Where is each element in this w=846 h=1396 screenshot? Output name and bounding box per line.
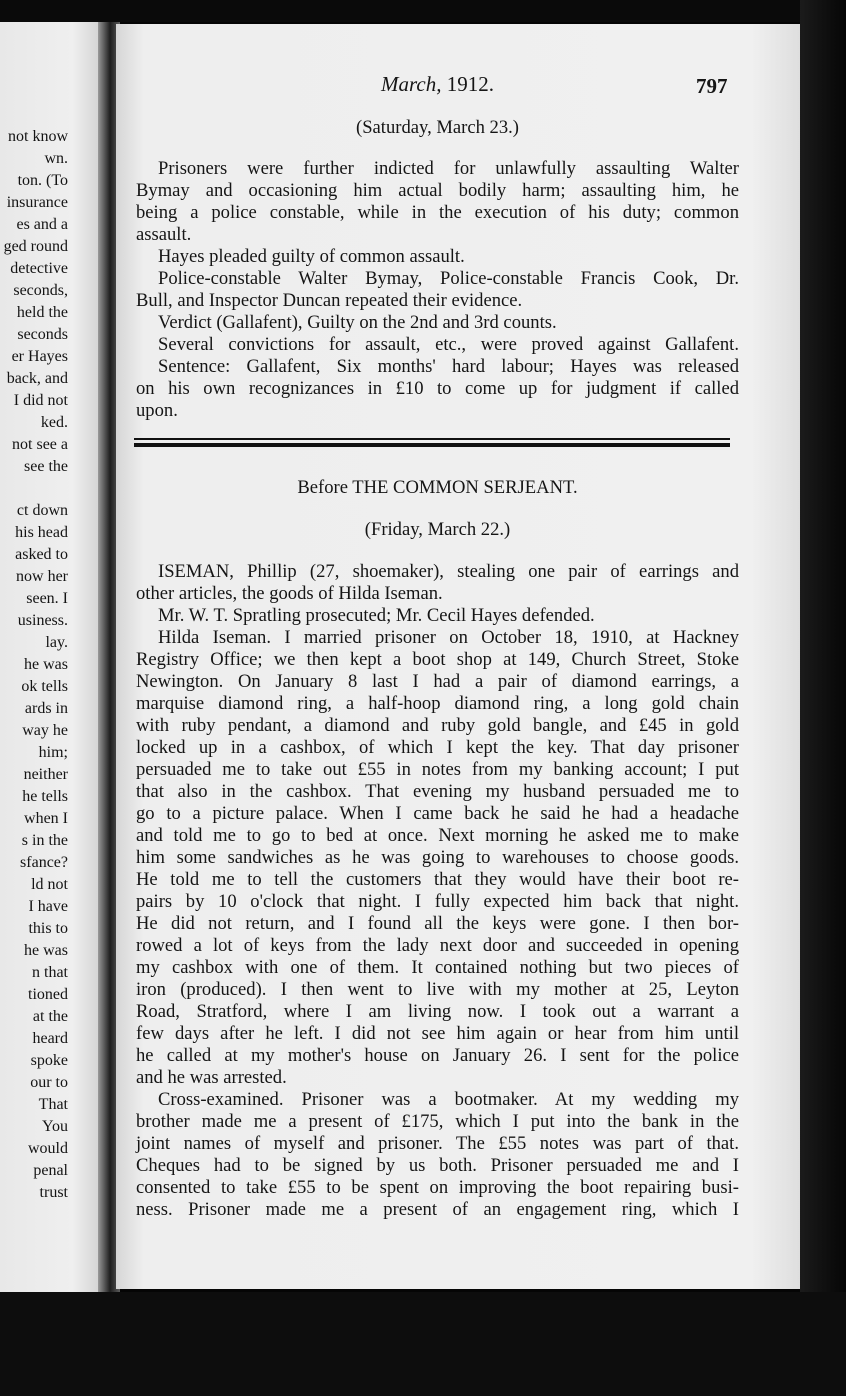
section-date: (Friday, March 22.) bbox=[364, 519, 511, 540]
paragraph-line: locked up in a cashbox, of which I kept the key. That day prisoner bbox=[136, 737, 739, 758]
left-page-fragment: penal bbox=[33, 1162, 68, 1179]
left-page-fragment: I did not bbox=[13, 392, 68, 409]
left-page-fragment: detective bbox=[10, 260, 68, 277]
paragraph-line: go to a picture palace. When I came back he said he had a headache bbox=[136, 803, 739, 824]
left-page-fragment: seen. I bbox=[26, 590, 68, 607]
paragraph-line: ISEMAN, Phillip (27, shoemaker), stealing one pair of earrings and bbox=[158, 561, 739, 582]
left-page-fragment: ged round bbox=[3, 238, 68, 255]
paragraph-line: pairs by 10 o'clock that night. I fully expected him back that night. bbox=[136, 891, 739, 912]
paragraph-line: Road, Stratford, where I am living now. I took out a warrant a bbox=[136, 1001, 739, 1022]
paragraph-line: consented to take £55 to be spent on improving the boot repairing busi- bbox=[136, 1177, 739, 1198]
left-page-fragment: this to bbox=[28, 920, 68, 937]
left-page-fragment: ards in bbox=[24, 700, 68, 717]
paragraph-line: with ruby pendant, a diamond and ruby gold bangle, and £45 in gold bbox=[136, 715, 739, 736]
paragraph-line: Hilda Iseman. I married prisoner on October 18, 1910, at Hackney bbox=[158, 627, 739, 648]
left-page-fragment: see the bbox=[24, 458, 68, 475]
paragraph-line: ness. Prisoner made me a present of an engagement ring, which I bbox=[136, 1199, 739, 1220]
left-page-fragment: es and a bbox=[16, 216, 68, 233]
paragraph-line: Several convictions for assault, etc., were proved against Gallafent. bbox=[158, 334, 739, 355]
left-page-fragment: neither bbox=[23, 766, 68, 783]
scan-top-border bbox=[0, 0, 846, 22]
paragraph-line: Mr. W. T. Spratling prosecuted; Mr. Cecil Hayes defended. bbox=[158, 605, 595, 626]
left-page-fragment: back, and bbox=[6, 370, 68, 387]
paragraph-line: upon. bbox=[136, 400, 178, 421]
paragraph-line: assault. bbox=[136, 224, 192, 245]
left-page-fragment: lay. bbox=[45, 634, 68, 651]
paragraph-line: brother made me a present of £175, which I put into the bank in the bbox=[136, 1111, 739, 1132]
paragraph-line: few days after he left. I did not see him again or hear from him until bbox=[136, 1023, 739, 1044]
paragraph-line: being a police constable, while in the execution of his duty; common bbox=[136, 202, 739, 223]
header-year: 1912. bbox=[446, 72, 494, 96]
left-page-fragment: That bbox=[38, 1096, 68, 1113]
paragraph-line: Sentence: Gallafent, Six months' hard labour; Hayes was released bbox=[158, 356, 739, 377]
left-page-fragment: not see a bbox=[12, 436, 68, 453]
paragraph-line: and he was arrested. bbox=[136, 1067, 287, 1088]
paragraph-line: marquise diamond ring, a half-hoop diamond ring, a long gold chain bbox=[136, 693, 739, 714]
left-page-fragment: er Hayes bbox=[11, 348, 68, 365]
paragraph-line: Bymay and occasioning him actual bodily harm; assaulting him, he bbox=[136, 180, 739, 201]
paragraph-line: that also in the cashbox. That evening my husband persuaded me to bbox=[136, 781, 739, 802]
left-page-fragment: our to bbox=[30, 1074, 68, 1091]
paragraph-line: my cashbox with one of them. It contained nothing but two pieces of bbox=[136, 957, 739, 978]
left-page-fragment: insurance bbox=[6, 194, 68, 211]
paragraph-line: joint names of myself and prisoner. The £55 notes was part of that. bbox=[136, 1133, 739, 1154]
left-page-fragment: s in the bbox=[21, 832, 68, 849]
paragraph-line: persuaded me to take out £55 in notes from my banking account; I put bbox=[136, 759, 739, 780]
paragraph-line: and told me to go to bed at once. Next morning he asked me to make bbox=[136, 825, 739, 846]
left-page-fragment: You bbox=[42, 1118, 68, 1135]
paragraph-line: Cross-examined. Prisoner was a bootmaker. At my wedding my bbox=[158, 1089, 739, 1110]
paragraph-line: him some sandwiches as he was going to warehouses to choose goods. bbox=[136, 847, 739, 868]
left-page-fragment: now her bbox=[16, 568, 68, 585]
left-page-fragment: way he bbox=[22, 722, 68, 739]
section-rule-thin bbox=[134, 438, 730, 440]
left-page-fragment: ton. (To bbox=[17, 172, 68, 189]
left-page-fragment: his head bbox=[15, 524, 68, 541]
left-page-fragment: heard bbox=[32, 1030, 68, 1047]
left-page-fragment: at the bbox=[32, 1008, 68, 1025]
left-page-fragment: sfance? bbox=[20, 854, 68, 871]
left-page-fragment: seconds bbox=[17, 326, 68, 343]
paragraph-line: Verdict (Gallafent), Guilty on the 2nd and 3rd counts. bbox=[158, 312, 557, 333]
paragraph-line: other articles, the goods of Hilda Iseman. bbox=[136, 583, 443, 604]
paragraph-line: Police-constable Walter Bymay, Police-constable Francis Cook, Dr. bbox=[158, 268, 739, 289]
left-page-fragment: he was bbox=[24, 656, 68, 673]
left-page-fragment: ct down bbox=[16, 502, 68, 519]
left-page-fragment: would bbox=[28, 1140, 68, 1157]
section-rule-thick bbox=[134, 443, 730, 447]
left-page-fragment: not know bbox=[8, 128, 68, 145]
paragraph-line: Registry Office; we then kept a boot shop at 149, Church Street, Stoke bbox=[136, 649, 739, 670]
section-date: (Saturday, March 23.) bbox=[356, 117, 519, 138]
paragraph-line: Newington. On January 8 last I had a pair of diamond earrings, a bbox=[136, 671, 739, 692]
left-page-fragment: asked to bbox=[15, 546, 68, 563]
paragraph-line: he called at my mother's house on January 26. I sent for the police bbox=[136, 1045, 739, 1066]
scan-right-border bbox=[800, 0, 846, 1396]
scan-bottom-border bbox=[0, 1292, 846, 1396]
page-797 bbox=[116, 24, 806, 1289]
left-page-fragment: wn. bbox=[44, 150, 68, 167]
page-number: 797 bbox=[696, 74, 728, 98]
left-page-fragment: trust bbox=[39, 1184, 68, 1201]
left-page-fragment: seconds, bbox=[13, 282, 68, 299]
left-page-fragment: when I bbox=[24, 810, 68, 827]
left-page-fragment: he was bbox=[24, 942, 68, 959]
paragraph-line: iron (produced). I then went to live with my mother at 25, Leyton bbox=[136, 979, 739, 1000]
paragraph-line: on his own recognizances in £10 to come up for judgment if called bbox=[136, 378, 739, 399]
left-page-fragment: ked. bbox=[40, 414, 68, 431]
header-month: March, bbox=[381, 72, 442, 96]
left-page-fragment: spoke bbox=[30, 1052, 68, 1069]
left-page-fragment: tioned bbox=[28, 986, 68, 1003]
left-page-fragment: I have bbox=[28, 898, 68, 915]
left-page-fragment: held the bbox=[16, 304, 68, 321]
paragraph-line: He told me to tell the customers that they would have their boot re- bbox=[136, 869, 739, 890]
paragraph-line: rowed a lot of keys from the lady next door and succeeded in opening bbox=[136, 935, 739, 956]
left-page-fragment: n that bbox=[32, 964, 68, 981]
left-page-edge bbox=[0, 22, 104, 1292]
left-page-fragment: ld not bbox=[31, 876, 68, 893]
left-page-fragment: he tells bbox=[22, 788, 68, 805]
paragraph-line: Prisoners were further indicted for unlawfully assaulting Walter bbox=[158, 158, 739, 179]
left-page-fragment: ok tells bbox=[21, 678, 68, 695]
running-head-date bbox=[381, 72, 494, 97]
left-page-fragment: usiness. bbox=[17, 612, 68, 629]
left-page-fragment: him; bbox=[38, 744, 68, 761]
paragraph-line: He did not return, and I found all the keys were gone. I then bor- bbox=[136, 913, 739, 934]
paragraph-line: Cheques had to be signed by us both. Prisoner persuaded me and I bbox=[136, 1155, 739, 1176]
paragraph-line: Bull, and Inspector Duncan repeated their evidence. bbox=[136, 290, 523, 311]
paragraph-line: Hayes pleaded guilty of common assault. bbox=[158, 246, 465, 267]
court-heading: Before THE COMMON SERJEANT. bbox=[297, 477, 578, 498]
